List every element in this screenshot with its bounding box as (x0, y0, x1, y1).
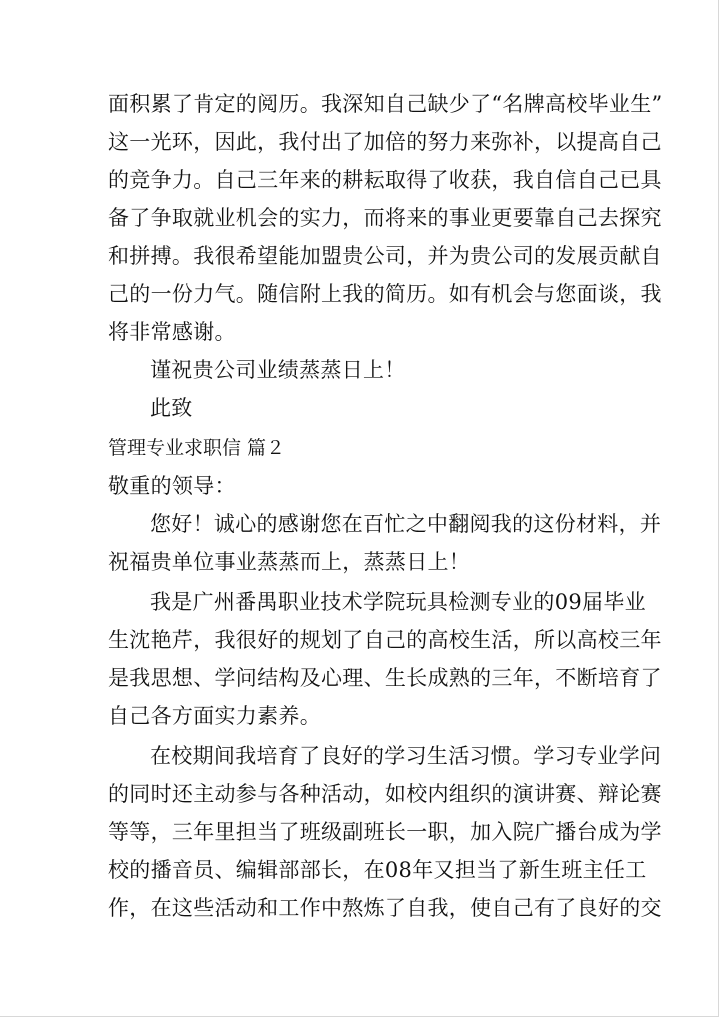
paragraph-line: 备了争取就业机会的实力，而将来的事业更要靠自己去探究 (108, 206, 662, 230)
paragraph-line: 您好！诚心的感谢您在百忙之中翻阅我的这份材料，并 (150, 512, 662, 536)
paragraph-line: 己的一份力气。随信附上我的简历。如有机会与您面谈，我 (108, 282, 662, 306)
paragraph-line: 将非常感谢。 (108, 320, 236, 344)
paragraph-line: 的竞争力。自己三年来的耕耘取得了收获，我自信自己已具 (108, 168, 662, 192)
paragraph-line: 作，在这些活动和工作中熬炼了自我，使自己有了良好的交 (108, 896, 662, 920)
paragraph-line: 自己各方面实力素养。 (108, 704, 321, 728)
paragraph-line: 是我思想、学问结构及心理、生长成熟的三年，不断培育了 (108, 666, 662, 690)
paragraph-line: 和拼搏。我很希望能加盟贵公司，并为贵公司的发展贡献自 (108, 244, 662, 268)
closing-salutation: 此致 (150, 396, 193, 420)
closing-wish: 谨祝贵公司业绩蒸蒸日上！ (150, 358, 406, 382)
paragraph-line: 面积累了肯定的阅历。我深知自己缺少了“名牌高校毕业生” (108, 92, 663, 116)
paragraph-line: 的同时还主动参与各种活动，如校内组织的演讲赛、辩论赛 (108, 782, 662, 806)
section-heading: 管理专业求职信 篇２ (108, 437, 286, 459)
paragraph-line: 祝福贵单位事业蒸蒸而上，蒸蒸日上！ (108, 550, 471, 574)
paragraph-line: 等等，三年里担当了班级副班长一职，加入院广播台成为学 (108, 820, 662, 844)
paragraph-line: 生沈艳芹，我很好的规划了自己的高校生活，所以高校三年 (108, 628, 662, 652)
paragraph-line: 这一光环，因此，我付出了加倍的努力来弥补，以提高自己 (108, 130, 662, 154)
paragraph-line: 我是广州番禺职业技术学院玩具检测专业的09届毕业 (150, 590, 646, 614)
paragraph-line: 在校期间我培育了良好的学习生活习惯。学习专业学问 (150, 744, 662, 768)
paragraph-line: 校的播音员、编辑部部长，在08年又担当了新生班主任工 (108, 858, 647, 882)
greeting-line: 敬重的领导： (108, 474, 236, 498)
